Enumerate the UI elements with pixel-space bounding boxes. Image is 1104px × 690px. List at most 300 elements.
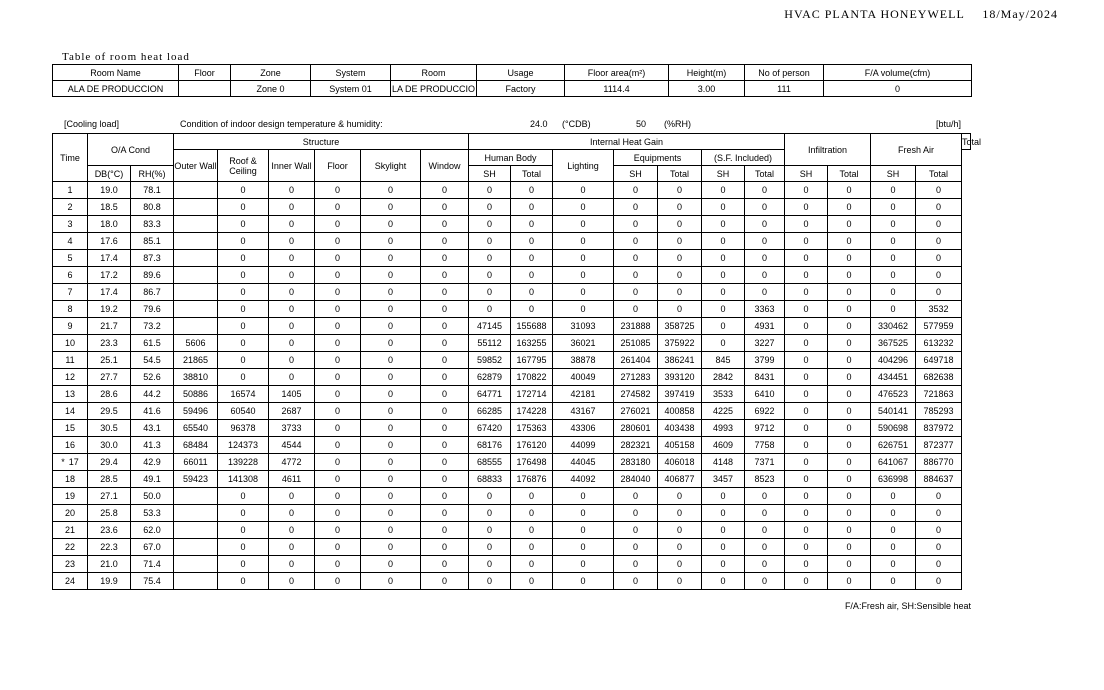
table-cell: 65540 [174, 420, 218, 437]
table-cell: 124373 [218, 437, 269, 454]
table-cell: 53.3 [131, 505, 174, 522]
table-cell: 0 [828, 182, 871, 199]
table-cell: 0 [916, 216, 962, 233]
report-title: HVAC PLANTA HONEYWELL [784, 7, 965, 21]
table-cell: 0 [871, 216, 916, 233]
table-cell: 18.5 [88, 199, 131, 216]
table-cell: 68555 [469, 454, 511, 471]
table-cell: 0 [828, 216, 871, 233]
table-cell: 0 [315, 199, 361, 216]
table-cell: 0 [421, 471, 469, 488]
table-cell: 0 [785, 199, 828, 216]
table-cell: 17.4 [88, 284, 131, 301]
table-cell: 0 [269, 182, 315, 199]
table-cell: 0 [218, 573, 269, 590]
table-row [53, 505, 971, 522]
table-cell: 0 [745, 284, 785, 301]
table-cell: 0 [469, 488, 511, 505]
table-cell: 0 [785, 318, 828, 335]
table-cell: 0 [785, 403, 828, 420]
table-cell: 0 [269, 352, 315, 369]
table-cell: 0 [702, 233, 745, 250]
table-cell: 139228 [218, 454, 269, 471]
table-cell: 0 [511, 488, 553, 505]
table-cell: 0 [916, 284, 962, 301]
table-cell: 886770 [916, 454, 962, 471]
table-cell: 3363 [745, 301, 785, 318]
table-row [53, 318, 971, 335]
table-cell: 0 [745, 267, 785, 284]
table-cell: 721863 [916, 386, 962, 403]
table-cell: 231888 [614, 318, 658, 335]
report-header [770, 7, 1058, 22]
table-cell: 0 [745, 573, 785, 590]
table-cell: 358725 [658, 318, 702, 335]
table-cell: 0 [702, 182, 745, 199]
table-cell: 0 [828, 386, 871, 403]
table-cell [174, 250, 218, 267]
table-cell: 0 [269, 267, 315, 284]
table-cell: 434451 [871, 369, 916, 386]
table-cell: 0 [658, 182, 702, 199]
table-cell: 0 [828, 556, 871, 573]
table-cell: 21865 [174, 352, 218, 369]
table-cell: 41.6 [131, 403, 174, 420]
table-cell: 59423 [174, 471, 218, 488]
table-cell: 66285 [469, 403, 511, 420]
table-cell: 0 [745, 216, 785, 233]
table-row [53, 539, 971, 556]
table-cell: 0 [785, 284, 828, 301]
table-cell: 30.5 [88, 420, 131, 437]
table-cell: 0 [702, 573, 745, 590]
col-time: Time [53, 134, 88, 182]
col-equip-sh: SH [614, 166, 658, 182]
table-cell: 0 [511, 573, 553, 590]
col-equipment: Equipments [614, 150, 702, 166]
table-cell: 0 [785, 369, 828, 386]
table-cell: 0 [315, 556, 361, 573]
table-cell: 0 [553, 505, 614, 522]
col-inf-total: Total [745, 166, 785, 182]
table-cell: 0 [745, 250, 785, 267]
room-header-cell: Floor area(m²) [565, 65, 669, 81]
table-cell: 0 [745, 488, 785, 505]
table-cell: 626751 [871, 437, 916, 454]
table-cell: 0 [361, 471, 421, 488]
table-cell: 0 [315, 437, 361, 454]
table-cell: 0 [218, 216, 269, 233]
table-cell: 0 [315, 386, 361, 403]
table-cell: 6922 [745, 403, 785, 420]
table-cell: 44092 [553, 471, 614, 488]
table-cell: 50.0 [131, 488, 174, 505]
table-cell: 7 [53, 284, 88, 301]
table-row [53, 488, 971, 505]
table-cell: 68484 [174, 437, 218, 454]
table-cell: 0 [785, 539, 828, 556]
col-inf-sh: SH [702, 166, 745, 182]
table-cell: 0 [218, 318, 269, 335]
table-cell: 62.0 [131, 522, 174, 539]
table-cell: 0 [702, 539, 745, 556]
table-cell: 0 [421, 522, 469, 539]
table-cell: 0 [421, 420, 469, 437]
table-cell: 0 [361, 539, 421, 556]
table-cell: 41.3 [131, 437, 174, 454]
table-cell: 43167 [553, 403, 614, 420]
room-value-cell: 0 [824, 81, 972, 97]
table-cell: 4544 [269, 437, 315, 454]
table-cell: 0 [702, 488, 745, 505]
col-fa-total: Total [828, 166, 871, 182]
table-cell: 0 [828, 505, 871, 522]
table-cell: 25.1 [88, 352, 131, 369]
table-cell: 0 [421, 267, 469, 284]
table-cell: 0 [269, 573, 315, 590]
table-cell: 23.3 [88, 335, 131, 352]
table-cell: 19.9 [88, 573, 131, 590]
table-cell [53, 454, 88, 471]
table-cell: 0 [361, 488, 421, 505]
table-cell: 96378 [218, 420, 269, 437]
table-cell: 837972 [916, 420, 962, 437]
table-cell: 0 [269, 233, 315, 250]
table-cell: 0 [702, 301, 745, 318]
table-cell: 61.5 [131, 335, 174, 352]
table-cell: 0 [871, 199, 916, 216]
table-cell: 13 [53, 386, 88, 403]
table-cell: 54.5 [131, 352, 174, 369]
table-cell: 0 [421, 505, 469, 522]
table-cell: 0 [361, 233, 421, 250]
table-cell: 60540 [218, 403, 269, 420]
table-cell: 0 [269, 522, 315, 539]
table-cell: 0 [269, 199, 315, 216]
table-cell: 0 [828, 488, 871, 505]
table-cell: 0 [469, 539, 511, 556]
table-cell: 0 [269, 369, 315, 386]
table-cell: 0 [269, 335, 315, 352]
table-cell: 0 [828, 437, 871, 454]
table-cell: 0 [469, 216, 511, 233]
table-cell: 78.1 [131, 182, 174, 199]
table-cell: 0 [421, 335, 469, 352]
table-cell: 0 [315, 216, 361, 233]
table-cell [174, 522, 218, 539]
table-cell: 0 [421, 233, 469, 250]
table-cell [174, 267, 218, 284]
unit-label: [btu/h] [936, 119, 962, 129]
table-row [53, 522, 971, 539]
table-cell: 38810 [174, 369, 218, 386]
table-cell: 0 [614, 505, 658, 522]
table-cell: 71.4 [131, 556, 174, 573]
table-cell: 400858 [658, 403, 702, 420]
col-roof: Roof & Ceiling [218, 150, 269, 182]
table-cell: 0 [828, 318, 871, 335]
table-cell: 0 [828, 352, 871, 369]
table-cell: 4225 [702, 403, 745, 420]
table-cell: 0 [702, 335, 745, 352]
table-cell: 80.8 [131, 199, 174, 216]
table-cell: 83.3 [131, 216, 174, 233]
table-cell: 67.0 [131, 539, 174, 556]
table-cell: 0 [511, 539, 553, 556]
table-cell: 406877 [658, 471, 702, 488]
table-cell: 0 [511, 182, 553, 199]
table-cell: 0 [511, 216, 553, 233]
col-structure: Structure [174, 134, 469, 150]
table-cell: 0 [614, 182, 658, 199]
load-mode: [Cooling load] [64, 119, 120, 129]
table-cell: 43306 [553, 420, 614, 437]
table-cell: 4993 [702, 420, 745, 437]
table-cell: 0 [315, 522, 361, 539]
table-cell: 0 [658, 199, 702, 216]
table-cell: 0 [361, 505, 421, 522]
table-cell: 0 [916, 522, 962, 539]
time-value: 17 [68, 457, 79, 467]
table-cell: 0 [828, 454, 871, 471]
table-row [53, 369, 971, 386]
table-cell: 0 [218, 556, 269, 573]
table-cell: 0 [511, 233, 553, 250]
table-cell: 47145 [469, 318, 511, 335]
table-cell: 4609 [702, 437, 745, 454]
table-cell: 0 [785, 573, 828, 590]
table-cell: 16 [53, 437, 88, 454]
table-cell: 2842 [702, 369, 745, 386]
table-cell: 67420 [469, 420, 511, 437]
table-cell: 0 [658, 573, 702, 590]
table-cell: 0 [315, 454, 361, 471]
col-internal-gain: Internal Heat Gain [469, 134, 785, 150]
table-row [53, 250, 971, 267]
table-cell: 4 [53, 233, 88, 250]
table-cell [174, 556, 218, 573]
table-cell: 0 [315, 318, 361, 335]
table-cell [174, 505, 218, 522]
table-cell: 0 [469, 522, 511, 539]
peak-row-marker: * [61, 457, 65, 467]
table-cell: 406018 [658, 454, 702, 471]
table-cell: 0 [828, 403, 871, 420]
table-cell: 0 [361, 318, 421, 335]
design-temp-unit: (°CDB) [562, 119, 591, 129]
col-total: Total [962, 134, 971, 150]
table-cell [174, 233, 218, 250]
table-cell: 0 [658, 539, 702, 556]
table-cell: 66011 [174, 454, 218, 471]
table-cell: 367525 [871, 335, 916, 352]
table-cell: 0 [511, 556, 553, 573]
table-row [53, 335, 971, 352]
table-cell: 0 [361, 199, 421, 216]
table-cell: 261404 [614, 352, 658, 369]
table-cell: 85.1 [131, 233, 174, 250]
table-cell: 613232 [916, 335, 962, 352]
table-cell: 4772 [269, 454, 315, 471]
table-row [53, 182, 971, 199]
table-cell: 27.1 [88, 488, 131, 505]
room-header-cell: Room [391, 65, 477, 81]
table-cell: 0 [828, 250, 871, 267]
table-cell: 0 [421, 301, 469, 318]
table-cell: 18 [53, 471, 88, 488]
table-cell: 9 [53, 318, 88, 335]
table-cell: 0 [361, 403, 421, 420]
table-cell: 27.7 [88, 369, 131, 386]
table-cell: 141308 [218, 471, 269, 488]
table-cell: 172714 [511, 386, 553, 403]
table-cell: 0 [828, 471, 871, 488]
table-cell: 0 [702, 505, 745, 522]
col-floor: Floor [315, 150, 361, 182]
table-cell: 55112 [469, 335, 511, 352]
table-cell: 0 [218, 369, 269, 386]
table-row [53, 199, 971, 216]
table-cell: 0 [785, 216, 828, 233]
table-cell [174, 182, 218, 199]
table-cell: 0 [511, 284, 553, 301]
table-row [53, 386, 971, 403]
table-cell: 682638 [916, 369, 962, 386]
table-cell: 28.6 [88, 386, 131, 403]
table-cell: 62879 [469, 369, 511, 386]
table-cell: 21 [53, 522, 88, 539]
table-cell: 0 [828, 522, 871, 539]
table-cell: 0 [745, 182, 785, 199]
table-cell: 251085 [614, 335, 658, 352]
table-cell: 0 [421, 284, 469, 301]
room-header-cell: Room Name [53, 65, 179, 81]
table-cell: 0 [269, 301, 315, 318]
table-cell: 12 [53, 369, 88, 386]
table-cell: 0 [871, 505, 916, 522]
table-cell: 163255 [511, 335, 553, 352]
table-cell: 167795 [511, 352, 553, 369]
table-cell: 0 [269, 318, 315, 335]
table-cell: 0 [469, 250, 511, 267]
table-cell: 19.0 [88, 182, 131, 199]
table-cell: 282321 [614, 437, 658, 454]
table-cell: 590698 [871, 420, 916, 437]
table-cell: 0 [785, 488, 828, 505]
table-cell: 0 [871, 301, 916, 318]
table-cell: 0 [916, 233, 962, 250]
table-cell: 175363 [511, 420, 553, 437]
table-cell: 271283 [614, 369, 658, 386]
table-cell: 0 [315, 352, 361, 369]
table-cell: 0 [614, 199, 658, 216]
table-cell: 73.2 [131, 318, 174, 335]
table-cell: 14 [53, 403, 88, 420]
table-cell: 785293 [916, 403, 962, 420]
room-value-cell: ALA DE PRODUCCION [53, 81, 179, 97]
table-cell: 0 [315, 505, 361, 522]
table-cell: 0 [269, 539, 315, 556]
room-header-cell: Height(m) [669, 65, 745, 81]
table-row [53, 454, 971, 471]
table-cell: 0 [614, 301, 658, 318]
table-cell: 0 [702, 267, 745, 284]
room-value-cell: Factory [477, 81, 565, 97]
table-cell: 0 [785, 420, 828, 437]
table-cell: 0 [658, 250, 702, 267]
table-cell: 44099 [553, 437, 614, 454]
col-lighting: Lighting [553, 150, 614, 182]
table-cell: 872377 [916, 437, 962, 454]
table-cell: 2 [53, 199, 88, 216]
table-cell: 0 [421, 182, 469, 199]
table-cell: 0 [785, 233, 828, 250]
table-cell: 0 [745, 556, 785, 573]
room-value-cell: Zone 0 [231, 81, 311, 97]
table-cell: 0 [315, 182, 361, 199]
table-cell: 19 [53, 488, 88, 505]
table-cell: 0 [871, 250, 916, 267]
table-cell: 0 [553, 573, 614, 590]
table-cell: 0 [421, 539, 469, 556]
table-cell: 0 [361, 301, 421, 318]
col-total-sh: SH [871, 166, 916, 182]
table-cell: 0 [614, 488, 658, 505]
table-cell: 0 [421, 386, 469, 403]
table-cell: 0 [785, 352, 828, 369]
table-cell: 0 [553, 284, 614, 301]
table-cell: 0 [269, 284, 315, 301]
table-cell: 0 [315, 335, 361, 352]
table-cell: 0 [269, 505, 315, 522]
table-cell: 44045 [553, 454, 614, 471]
table-cell: 405158 [658, 437, 702, 454]
table-cell: 2687 [269, 403, 315, 420]
table-cell: 0 [469, 556, 511, 573]
table-cell: 577959 [916, 318, 962, 335]
room-value-cell: 3.00 [669, 81, 745, 97]
table-cell: 20 [53, 505, 88, 522]
table-cell: 0 [511, 267, 553, 284]
table-cell: 21.7 [88, 318, 131, 335]
table-cell: 31093 [553, 318, 614, 335]
table-cell: 0 [828, 267, 871, 284]
table-cell: 0 [421, 199, 469, 216]
table-cell: 0 [421, 216, 469, 233]
table-cell [174, 539, 218, 556]
table-row [53, 556, 971, 573]
table-cell: 0 [553, 250, 614, 267]
table-cell: 19.2 [88, 301, 131, 318]
table-cell: 0 [702, 199, 745, 216]
table-cell: 0 [614, 216, 658, 233]
col-inner-wall: Inner Wall [269, 150, 315, 182]
table-cell: 0 [421, 454, 469, 471]
table-cell: 0 [218, 250, 269, 267]
table-cell [174, 284, 218, 301]
table-cell: 36021 [553, 335, 614, 352]
table-cell: 0 [828, 539, 871, 556]
table-cell: 0 [315, 471, 361, 488]
table-cell: 0 [469, 233, 511, 250]
room-header-cell: No of person [745, 65, 824, 81]
col-human-total: Total [511, 166, 553, 182]
table-cell: 0 [511, 250, 553, 267]
table-cell: 176876 [511, 471, 553, 488]
table-cell: 4148 [702, 454, 745, 471]
table-row [53, 301, 971, 318]
table-cell: 6410 [745, 386, 785, 403]
